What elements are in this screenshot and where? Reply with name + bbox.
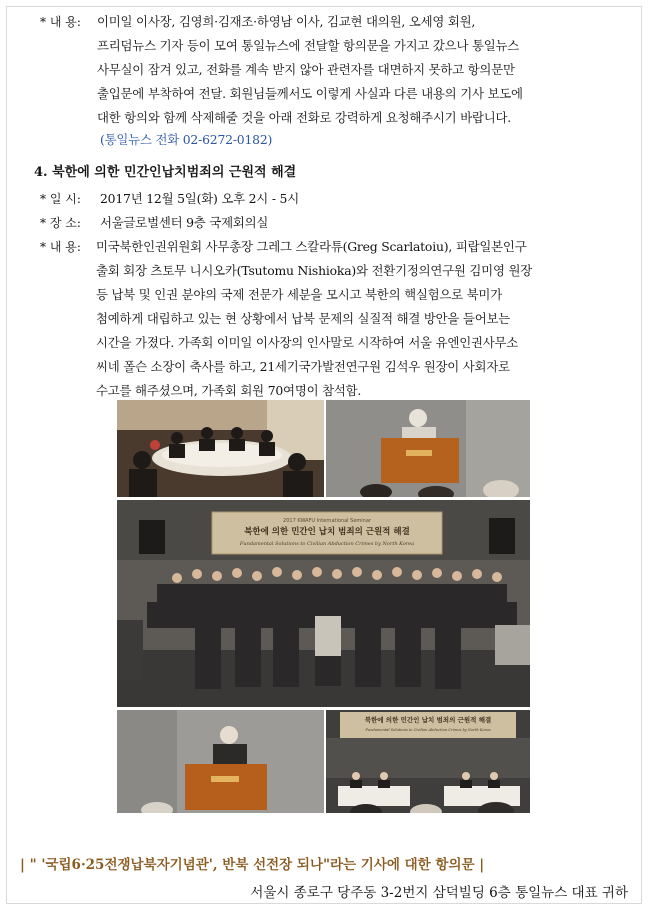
- content-label: * 내 용:: [40, 15, 81, 29]
- speaker-photo: [326, 400, 530, 497]
- text-line: 미국북한인권위원회 사무총장 그레그 스칼라튜(Greg Scarlatoiu), 피랍일본인구: [96, 239, 527, 254]
- banner-event: 2017 KWAFU International Seminar: [283, 518, 371, 524]
- podium-photo: [117, 710, 324, 813]
- text-line: 출입문에 부착하여 전달. 회원님들께서도 이렇게 사실과 다른 내용의 기사 보도에: [97, 86, 523, 101]
- text-line: 사무실이 잠겨 있고, 전화를 계속 받지 않아 관련자를 대면하지 못하고 항의문만: [97, 62, 515, 77]
- recipient-address: 서울시 종로구 당주동 3-2번지 삼덕빌딩 6층 통일뉴스 대표 귀하: [250, 885, 628, 901]
- text-line: 출회 회장 츠토무 니시오카(Tsutomu Nishioka)와 전환기정의연구원 김미영 원장: [96, 263, 533, 278]
- place-label: * 장 소:: [40, 216, 81, 230]
- place-value: 서울글로벌센터 9층 국제회의실: [100, 215, 269, 230]
- text-line: 대한 항의와 함께 삭제해줄 것을 아래 전화로 강력하게 요청해주시기 바랍니다.: [97, 110, 512, 125]
- document-caption: | " '국립6·25전쟁납북자기념관', 반북 선전장 되나"라는 기사에 대한 항의문 |: [20, 857, 485, 873]
- group-photo: [117, 500, 530, 707]
- banner-title: 북한에 의한 민간인 납치 범죄의 근원적 해결: [364, 716, 492, 724]
- section-heading: 4. 북한에 의한 민간인납치범죄의 근원적 해결: [34, 165, 297, 180]
- banner-subtitle: Fundamental Solutions to Civilian Abduction Crimes by North Korea: [239, 541, 415, 547]
- text-line: 씨네 폴슨 소장이 축사를 하고, 21세기국가발전연구원 김석우 원장이 사회자로: [96, 359, 510, 374]
- panel-photo: [326, 710, 530, 813]
- text-line: 이미일 이사장, 김영희·김재조·하영남 이사, 김교현 대의원, 오세영 회원,: [97, 14, 476, 29]
- meeting-photo: [117, 400, 324, 497]
- banner-title: 북한에 의한 민간인 납치 범죄의 근원적 해결: [244, 527, 410, 537]
- banner-subtitle: Fundamental Solutions to Civilian Abduction Crimes by North Korea: [365, 728, 491, 732]
- text-line: 프리덤뉴스 기자 등이 모여 통일뉴스에 전달할 항의문을 가지고 갔으나 통일뉴스: [97, 38, 520, 53]
- phone-line: (통일뉴스 전화 02-6272-0182): [100, 132, 273, 147]
- text-line: 첨예하게 대립하고 있는 현 상황에서 납북 문제의 실질적 해결 방안을 들어보는: [96, 311, 511, 326]
- text-line: 수고를 해주셨으며, 가족회 회원 70여명이 참석함.: [96, 383, 362, 398]
- content-label: * 내 용:: [40, 240, 81, 254]
- date-label: * 일 시:: [40, 192, 81, 206]
- text-line: 시간을 가졌다. 가족회 이미일 이사장의 인사말로 시작하여 서울 유엔인권사무소: [96, 335, 519, 350]
- text-line: 등 납북 및 인권 분야의 국제 전문가 세분을 모시고 북한의 핵실험으로 북미가: [96, 287, 502, 302]
- date-value: 2017년 12월 5일(화) 오후 2시 - 5시: [100, 191, 299, 206]
